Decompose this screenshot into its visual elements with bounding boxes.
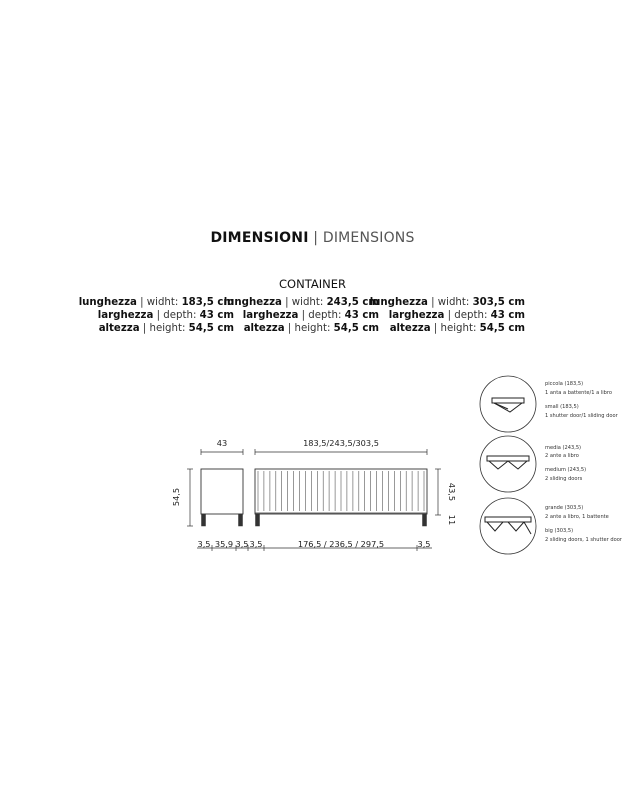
variant-big-note bbox=[545, 505, 623, 543]
spec-height-row: altezza | height: 54,5 cm bbox=[98, 323, 234, 335]
title-italian: DIMENSIONI bbox=[210, 230, 309, 246]
variant-big-circle bbox=[480, 498, 536, 554]
svg-text:2 ante a libro, 1 battente: 2 ante a libro, 1 battente bbox=[545, 514, 609, 520]
spec-length-row: lunghezza | widht: 183,5 cm bbox=[78, 297, 234, 308]
medium-door-plan-icon bbox=[487, 456, 529, 469]
spec-depth-row: larghezza | depth: 43 cm bbox=[242, 310, 379, 322]
variant-small-note bbox=[545, 381, 619, 419]
variant-medium-note bbox=[545, 445, 586, 482]
bottom-dim-d: 3,5 bbox=[249, 539, 263, 549]
front-height-label: 43,5 bbox=[447, 482, 457, 502]
front-gap-label: 11 bbox=[447, 514, 457, 526]
spec-depth-row: larghezza | depth: 43 cm bbox=[388, 310, 525, 322]
svg-text:big (303,5): big (303,5) bbox=[545, 528, 574, 534]
side-width-label: 43 bbox=[216, 438, 228, 448]
bottom-dim-f: 3,5 bbox=[417, 539, 431, 549]
bottom-dim-a: 3,5 bbox=[197, 539, 211, 549]
bottom-dim-b: 35,9 bbox=[214, 539, 234, 549]
side-view-cabinet bbox=[201, 469, 243, 526]
small-door-plan-icon bbox=[492, 398, 524, 412]
variant-medium-circle bbox=[480, 436, 536, 492]
bottom-dim-e: 176,5 / 236,5 / 297,5 bbox=[297, 539, 385, 549]
title-separator: | bbox=[308, 230, 323, 246]
spec-length-row: lunghezza | widht: 303,5 cm bbox=[369, 297, 525, 308]
front-width-label: 183,5/243,5/303,5 bbox=[303, 438, 379, 448]
svg-text:media (243,5): media (243,5) bbox=[545, 445, 582, 451]
spec-height-row: altezza | height: 54,5 cm bbox=[389, 323, 525, 335]
spec-height-row: altezza | height: 54,5 cm bbox=[243, 323, 379, 335]
spec-length-row: lunghezza | widht: 243,5 cm bbox=[223, 297, 379, 308]
big-door-plan-icon bbox=[485, 517, 531, 534]
svg-text:2 sliding doors, 1 shutter doo: 2 sliding doors, 1 shutter door bbox=[545, 537, 622, 543]
side-height-label: 54,5 bbox=[171, 487, 181, 507]
svg-text:2 ante a libro: 2 ante a libro bbox=[545, 453, 579, 459]
svg-text:2 sliding doors: 2 sliding doors bbox=[545, 476, 583, 482]
variant-small-circle bbox=[480, 376, 536, 432]
svg-text:1 anta a battente/1 a libro: 1 anta a battente/1 a libro bbox=[545, 390, 613, 396]
spec-depth-row: larghezza | depth: 43 cm bbox=[97, 310, 234, 322]
front-slats bbox=[258, 471, 424, 511]
product-name: CONTAINER bbox=[279, 277, 346, 291]
svg-text:medium (243,5): medium (243,5) bbox=[545, 467, 587, 473]
svg-text:1 shutter door/1 sliding door: 1 shutter door/1 sliding door bbox=[545, 413, 618, 419]
bottom-dim-c: 3,5 bbox=[235, 539, 249, 549]
svg-text:grande (303,5): grande (303,5) bbox=[545, 505, 584, 511]
svg-text:piccola (183,5): piccola (183,5) bbox=[545, 381, 584, 387]
title-english: DIMENSIONS bbox=[322, 230, 415, 246]
svg-text:small (183,5): small (183,5) bbox=[545, 404, 579, 410]
